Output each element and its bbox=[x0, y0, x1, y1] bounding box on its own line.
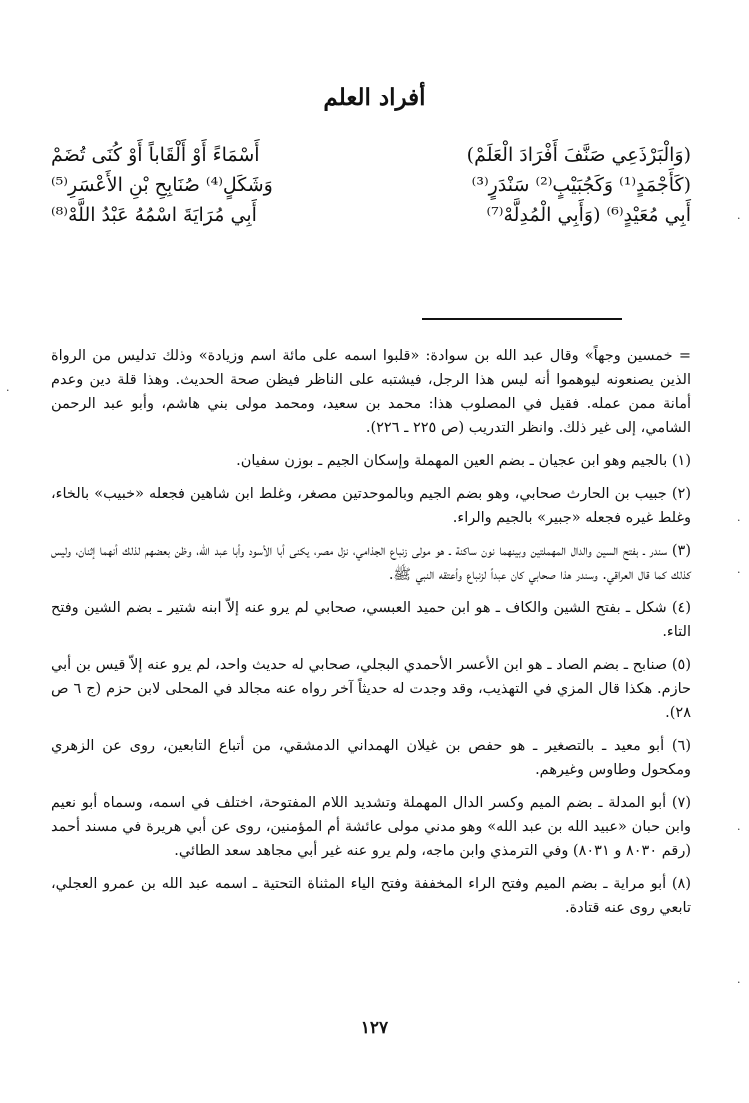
scan-mark: · bbox=[737, 823, 741, 836]
verse-first-hemistich: (كَأَجْمَدٍ⁽¹⁾ وَكَجُبَيْبٍ⁽²⁾ سَنْدَرٍ⁽³⁾ bbox=[471, 174, 691, 196]
scan-mark: · bbox=[737, 566, 741, 579]
verse-line bbox=[51, 140, 691, 170]
footnotes bbox=[51, 344, 691, 929]
page-title: أفراد العلم bbox=[323, 84, 426, 111]
footnote-8: (٨) أبو مراية ـ بضم الميم وفتح الراء المخففة وفتح الياء المثناة التحتية ـ اسمه عبد الله بن عمرو العجلي، تابعي روى عنه قتادة. bbox=[51, 876, 691, 916]
footnote-1: (١) بالجيم وهو ابن عجيان ـ بضم العين المهملة وإسكان الجيم ـ بوزن سفيان. bbox=[236, 453, 691, 469]
scan-mark: · bbox=[6, 384, 10, 397]
verse-first-hemistich: أَبِي مُعَيْدٍ⁽⁶⁾ (وَأَبِي الْمُدِلَّهْ⁽⁷⁾ bbox=[486, 204, 691, 226]
poem-verses bbox=[51, 140, 691, 230]
footnote-2: (٢) جبيب بن الحارث صحابي، وهو بضم الجيم وبالموحدتين مصغر، وغلط ابن شاهين فجعله «خبيب» بالخاء، وغلط غيره فجعله «جبير» بالجيم والراء. bbox=[51, 486, 691, 526]
footnote-4: (٤) شكل ـ بفتح الشين والكاف ـ هو ابن حميد العبسي، صحابي لم يرو عنه إلاّ ابنه شتير ـ بضم الشين وفتح التاء. bbox=[51, 600, 691, 640]
scan-mark: · bbox=[737, 514, 741, 527]
verse-line bbox=[51, 170, 691, 200]
page-number: ١٢٧ bbox=[360, 1018, 389, 1038]
verse-second-hemistich: أَسْمَاءً أَوْ أَلْقَاباً أَوْ كُنَى تُضَمْ bbox=[51, 144, 260, 166]
verse-second-hemistich: وَشَكَلٍ⁽⁴⁾ صُنَابِحِ بْنِ الأَعْسَرِ⁽⁵⁾ bbox=[51, 174, 273, 196]
footnote-separator bbox=[422, 318, 622, 320]
footnote-3: (٣) سندر ـ بفتح السين والدال المهملتين وبينهما نون ساكنة ـ هو مولى زنباع الجذامي، نزل مصر، يكنى أبا الأسود وأبا عبد الله، وظن بعضهم لذلك أنهما إثنان، وليس كذلك كما قال العراقي. وسندر هذا صحابي كان عبداً لزنباع وأعتقه النبي ﷺ. bbox=[51, 543, 691, 583]
footnote-5: (٥) صنابح ـ بضم الصاد ـ هو ابن الأعسر الأحمدي البجلي، صحابي له حديث واحد، لم يرو عنه إلاّ قيس بن أبي حازم. هكذا قال المزي في التهذيب، وقد وجدت له حديثاً آخر رواه عنه مجالد في المحلى لابن حزم (ج ٦ ص ٢٨). bbox=[51, 657, 692, 721]
verse-first-hemistich: (وَالْبَرْذَعِي صَنَّفَ أَفْرَادَ الْعَلَمْ) bbox=[466, 144, 691, 166]
scan-mark: · bbox=[737, 976, 741, 989]
verse-line bbox=[51, 200, 691, 230]
footnote-continuation: = خمسين وجهاً» وقال عبد الله بن سوادة: «قلبوا اسمه على مائة اسم وزيادة» وذلك تدليس من الرواة الذين يصنعونه ليوهموا أنه ليس هذا الرجل، فيشتبه على الناظر فيظن صحة الحديث. وهذا قلة دين وعدم أمانة ممن عمله. فقيل في المصلوب هذا: محمد بن سعيد، ومحمد مولى بني هاشم، وأبو عبد الرحمن الشامي، إلى غير ذلك. وانظر التدريب (ص ٢٢٥ ـ ٢٢٦). bbox=[51, 348, 691, 436]
verse-second-hemistich: أَبِي مُرَايَةَ اسْمُهُ عَبْدُ اللَّهْ⁽⁸⁾ bbox=[51, 204, 257, 226]
footnote-7: (٧) أبو المدلة ـ بضم الميم وكسر الدال المهملة وتشديد اللام المفتوحة، اختلف في اسمه، وسماه أبو نعيم وابن حبان «عبيد الله بن عبد الله» وهو مدني مولى عائشة أم المؤمنين، روى عن أبي هريرة في مسند أحمد (رقم ٨٠٣٠ و ٨٠٣١) وفي الترمذي وابن ماجه، ولم يرو عنه غير أبي مجاهد سعد الطائي. bbox=[51, 795, 691, 859]
footnote-6: (٦) أبو معيد ـ بالتصغير ـ هو حفص بن غيلان الهمداني الدمشقي، من أتباع التابعين، روى عن الزهري ومكحول وطاوس وغيرهم. bbox=[51, 738, 691, 778]
scan-mark: · bbox=[737, 212, 741, 225]
